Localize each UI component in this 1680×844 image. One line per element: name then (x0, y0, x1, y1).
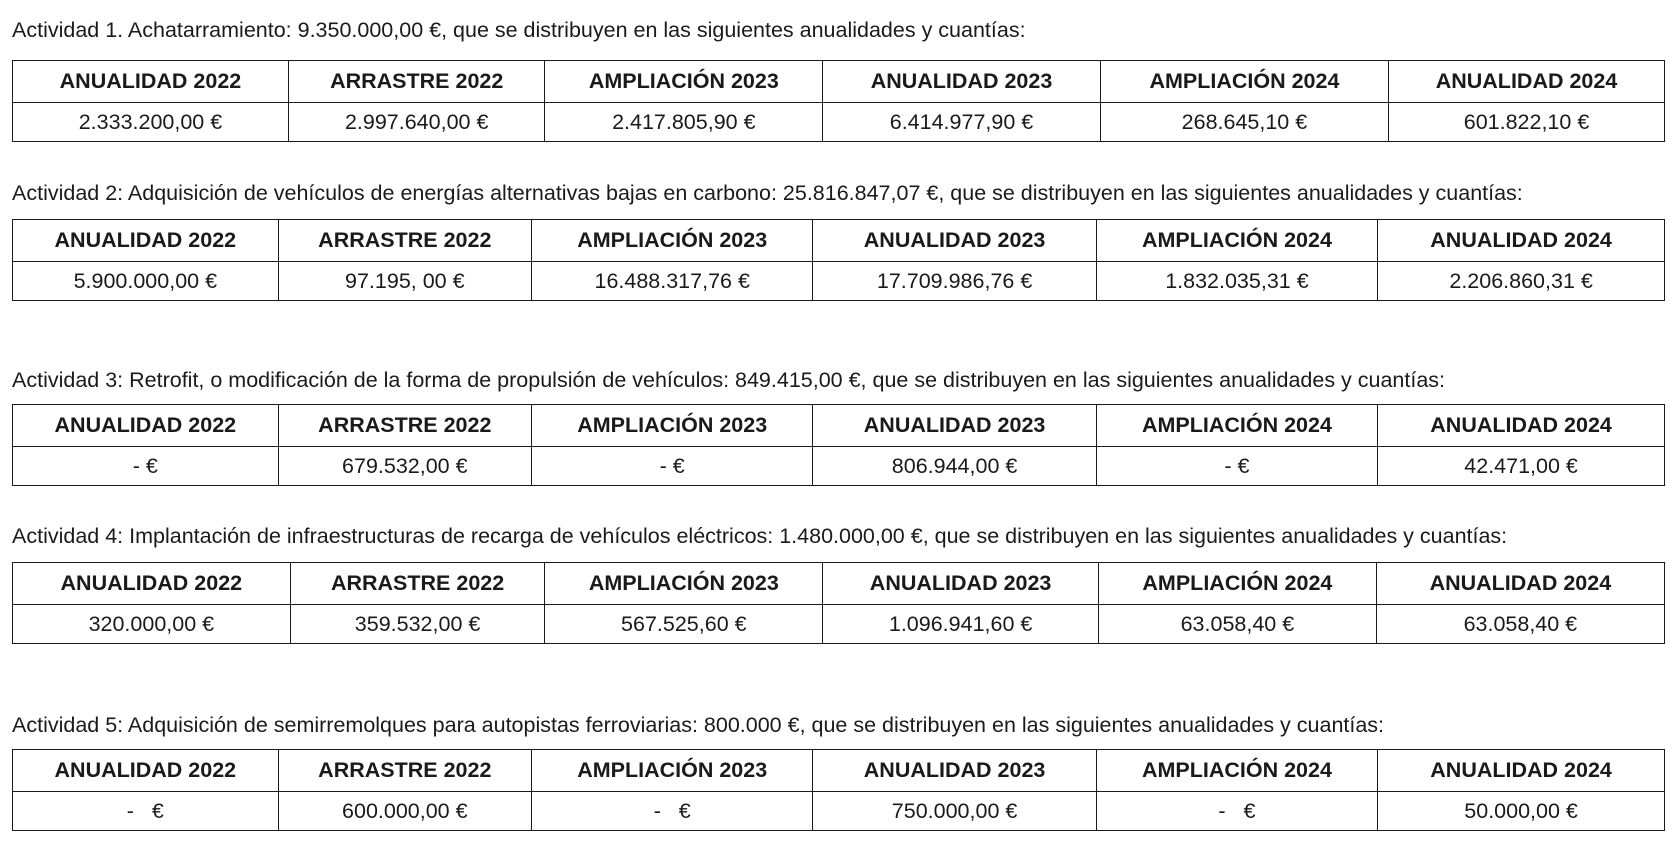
value-cell: 63.058,40 € (1099, 605, 1377, 644)
value-cell: 679.532,00 € (278, 447, 531, 486)
activity-1-table (12, 60, 1665, 142)
activity-5-intro: Actividad 5: Adquisición de semirremolques para autopistas ferroviarias: 800.000 €, que se distribuyen en las siguientes anualidades y cuantías: (12, 713, 1385, 737)
value-cell: 16.488.317,76 € (531, 262, 812, 301)
table-header-row (13, 563, 1665, 605)
value-cell: 6.414.977,90 € (823, 103, 1101, 142)
value-cell: - € (531, 447, 812, 486)
activity-5-table (12, 749, 1665, 831)
header-cell: ANUALIDAD 2022 (13, 563, 291, 605)
activity-1-intro: Actividad 1. Achatarramiento: 9.350.000,00 €, que se distribuyen en las siguientes anualidades y cuantías: (12, 18, 1026, 42)
table-header-row (13, 405, 1665, 447)
header-cell: AMPLIACIÓN 2024 (1096, 750, 1377, 792)
activity-5-section (12, 712, 1665, 831)
value-cell: 1.096.941,60 € (823, 605, 1099, 644)
value-cell: 320.000,00 € (13, 605, 291, 644)
header-cell: AMPLIACIÓN 2024 (1096, 405, 1377, 447)
table-row (13, 447, 1665, 486)
value-cell: 600.000,00 € (278, 792, 531, 831)
value-cell: 42.471,00 € (1378, 447, 1665, 486)
value-cell: 2.417.805,90 € (545, 103, 823, 142)
value-cell: - € (13, 447, 279, 486)
activity-4-section (12, 523, 1665, 644)
value-cell: 268.645,10 € (1100, 103, 1388, 142)
header-cell: ARRASTRE 2022 (288, 61, 545, 103)
header-cell: ANUALIDAD 2023 (823, 563, 1099, 605)
table-row (13, 605, 1665, 644)
header-cell: ARRASTRE 2022 (278, 220, 531, 262)
activity-2-intro: Actividad 2: Adquisición de vehículos de energías alternativas bajas en carbono: 25.816.847,07 €, que se distribuyen en las siguientes anualidades y cuantías: (12, 181, 1523, 205)
activity-2-section (12, 180, 1665, 301)
activity-2-table (12, 219, 1665, 301)
header-cell: AMPLIACIÓN 2024 (1096, 220, 1377, 262)
header-cell: ARRASTRE 2022 (278, 750, 531, 792)
table-header-row (13, 750, 1665, 792)
value-cell: - € (13, 792, 279, 831)
activity-3-intro: Actividad 3: Retrofit, o modificación de la forma de propulsión de vehículos: 849.415,00 €, que se distribuyen en las siguientes anualidades y cuantías: (12, 368, 1446, 392)
value-cell: 63.058,40 € (1376, 605, 1664, 644)
table-row (13, 792, 1665, 831)
activity-4-table (12, 562, 1665, 644)
activity-3-section (12, 367, 1665, 486)
value-cell: 750.000,00 € (813, 792, 1096, 831)
table-row (13, 103, 1665, 142)
header-cell: ANUALIDAD 2022 (13, 220, 279, 262)
value-cell: 806.944,00 € (813, 447, 1096, 486)
value-cell: 1.832.035,31 € (1096, 262, 1377, 301)
value-cell: - € (531, 792, 812, 831)
header-cell: ARRASTRE 2022 (290, 563, 545, 605)
value-cell: - € (1096, 447, 1377, 486)
header-cell: ANUALIDAD 2023 (823, 61, 1101, 103)
header-cell: ANUALIDAD 2024 (1389, 61, 1665, 103)
value-cell: 2.333.200,00 € (13, 103, 289, 142)
header-cell: ANUALIDAD 2023 (813, 750, 1096, 792)
header-cell: ANUALIDAD 2024 (1378, 405, 1665, 447)
header-cell: AMPLIACIÓN 2023 (545, 563, 823, 605)
header-cell: AMPLIACIÓN 2024 (1099, 563, 1377, 605)
activity-4-intro: Actividad 4: Implantación de infraestructuras de recarga de vehículos eléctricos: 1.480.000,00 €, que se distribuyen en las siguientes anualidades y cuantías: (12, 524, 1508, 548)
value-cell: 5.900.000,00 € (13, 262, 279, 301)
value-cell: 359.532,00 € (290, 605, 545, 644)
header-cell: ANUALIDAD 2022 (13, 61, 289, 103)
activity-3-table (12, 404, 1665, 486)
header-cell: AMPLIACIÓN 2023 (531, 220, 812, 262)
value-cell: 17.709.986,76 € (813, 262, 1096, 301)
header-cell: ANUALIDAD 2023 (813, 405, 1096, 447)
value-cell: 50.000,00 € (1378, 792, 1665, 831)
value-cell: 2.997.640,00 € (288, 103, 545, 142)
value-cell: 97.195, 00 € (278, 262, 531, 301)
table-header-row (13, 220, 1665, 262)
header-cell: AMPLIACIÓN 2023 (531, 750, 812, 792)
value-cell: 601.822,10 € (1389, 103, 1665, 142)
header-cell: ANUALIDAD 2022 (13, 405, 279, 447)
table-row (13, 262, 1665, 301)
header-cell: ANUALIDAD 2022 (13, 750, 279, 792)
header-cell: ANUALIDAD 2024 (1376, 563, 1664, 605)
header-cell: ANUALIDAD 2023 (813, 220, 1096, 262)
value-cell: 2.206.860,31 € (1378, 262, 1665, 301)
header-cell: ANUALIDAD 2024 (1378, 220, 1665, 262)
header-cell: ANUALIDAD 2024 (1378, 750, 1665, 792)
table-header-row (13, 61, 1665, 103)
header-cell: AMPLIACIÓN 2023 (531, 405, 812, 447)
value-cell: 567.525,60 € (545, 605, 823, 644)
header-cell: ARRASTRE 2022 (278, 405, 531, 447)
header-cell: AMPLIACIÓN 2023 (545, 61, 823, 103)
value-cell: - € (1096, 792, 1377, 831)
header-cell: AMPLIACIÓN 2024 (1100, 61, 1388, 103)
activity-1-section (12, 17, 1665, 142)
